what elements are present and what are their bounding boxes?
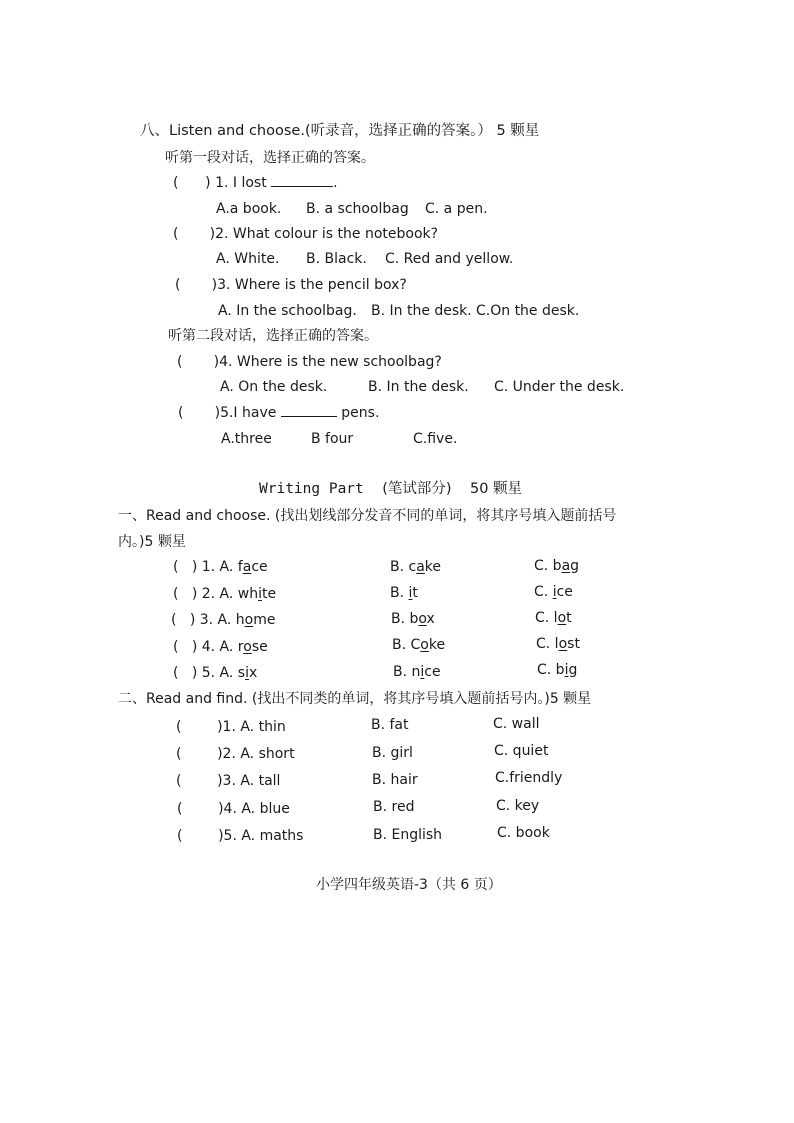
- answer-bracket[interactable]: ( ): [173, 665, 198, 681]
- phonics-item-1-option-b: B. cake: [390, 559, 442, 575]
- answer-bracket[interactable]: (: [177, 801, 219, 817]
- odd-one-out-item-2-option-c: C. quiet: [494, 743, 549, 759]
- question-5-option-b: B four: [311, 431, 354, 447]
- listening-question-5: ( )5.I have pens.: [178, 405, 380, 421]
- question-1-option-c: C. a pen.: [425, 201, 488, 217]
- answer-bracket[interactable]: ( ): [171, 612, 196, 628]
- listening-question-3: [175, 276, 407, 294]
- odd-one-out-item-5: ( )5. A. maths: [177, 828, 304, 844]
- question-2-option-b: B. Black.: [306, 251, 367, 267]
- answer-bracket[interactable]: ( ): [173, 639, 198, 655]
- question-4-option-c: C. Under the desk.: [494, 379, 625, 395]
- phonics-item-3-option-b: B. box: [391, 611, 435, 627]
- phonics-item-4-option-c: C. lost: [536, 636, 580, 652]
- question-text: 1. I lost: [215, 175, 267, 191]
- answer-bracket[interactable]: ( ): [177, 354, 220, 370]
- odd-one-out-item-2-option-b: B. girl: [372, 745, 413, 761]
- odd-one-out-item-3-option-c: C.friendly: [495, 770, 563, 786]
- part-1-instruction: 听第一段对话，选择正确的答案。: [165, 150, 375, 166]
- odd-one-out-item-1: ( )1. A. thin: [176, 719, 286, 735]
- phonics-item-4-option-b: B. Coke: [392, 637, 446, 653]
- section-1-title: 一、Read and choose. (找出划线部分发音不同的单词，将其序号填入题前括号: [118, 508, 617, 524]
- odd-one-out-item-1-option-b: B. fat: [371, 717, 409, 733]
- answer-bracket[interactable]: ( ): [178, 405, 221, 421]
- question-5-option-c: C.five.: [413, 431, 458, 447]
- phonics-item-3: ( ) 3. A. home: [171, 612, 276, 628]
- answer-bracket[interactable]: ( ): [173, 175, 211, 191]
- section-8-title: 八、Listen and choose.(听录音，选择正确的答案。） 5 颗星: [140, 123, 540, 139]
- phonics-item-4: ( ) 4. A. rose: [173, 639, 268, 655]
- answer-bracket[interactable]: ( ): [173, 559, 198, 575]
- question-text: 5.I have: [220, 405, 277, 421]
- phonics-item-2: ( ) 2. A. white: [173, 586, 277, 602]
- question-4-option-a: A. On the desk.: [220, 379, 328, 395]
- question-2-option-c: C. Red and yellow.: [385, 251, 514, 267]
- question-1-option-b: B. a schoolbag: [306, 201, 409, 217]
- phonics-item-5-option-c: C. big: [537, 662, 578, 678]
- writing-part-heading: Writing Part (笔试部分) 50 颗星: [259, 481, 523, 497]
- odd-one-out-item-1-option-c: C. wall: [493, 716, 540, 732]
- question-text: 4. Where is the new schoolbag?: [219, 354, 442, 370]
- question-3-option-b: B. In the desk.: [371, 303, 472, 319]
- question-2-option-a: A. White.: [216, 251, 280, 267]
- answer-bracket[interactable]: (: [176, 719, 218, 735]
- answer-bracket[interactable]: (: [176, 773, 218, 789]
- question-4-option-b: B. In the desk.: [368, 379, 469, 395]
- odd-one-out-item-3-option-b: B. hair: [372, 772, 418, 788]
- phonics-item-1: ( ) 1. A. face: [173, 559, 268, 575]
- question-5-option-a: A.three: [221, 431, 272, 447]
- phonics-item-5-option-b: B. nice: [393, 664, 441, 680]
- section-1-title-cont: 内。)5 颗星: [118, 534, 186, 550]
- odd-one-out-item-4-option-c: C. key: [496, 798, 540, 814]
- phonics-item-5: ( ) 5. A. six: [173, 665, 258, 681]
- fill-blank[interactable]: [271, 174, 333, 187]
- phonics-item-2-option-b: B. it: [390, 585, 418, 601]
- phonics-item-2-option-c: C. ice: [534, 584, 573, 600]
- listening-question-1: ( ) 1. I lost .: [173, 175, 338, 191]
- odd-one-out-item-3: ( )3. A. tall: [176, 773, 281, 789]
- odd-one-out-item-2: ( )2. A. short: [176, 746, 295, 762]
- odd-one-out-item-4-option-b: B. red: [373, 799, 415, 815]
- odd-one-out-item-4: ( )4. A. blue: [177, 801, 290, 817]
- odd-one-out-item-5-option-b: B. English: [373, 827, 443, 843]
- question-text: 2. What colour is the notebook?: [215, 226, 439, 242]
- question-3-option-c: C.On the desk.: [476, 303, 580, 319]
- answer-bracket[interactable]: ( ): [173, 226, 216, 242]
- answer-bracket[interactable]: ( ): [175, 277, 218, 293]
- page-footer: 小学四年级英语-3（共 6 页）: [316, 877, 502, 893]
- phonics-item-1-option-c: C. bag: [534, 558, 580, 574]
- question-text: 3. Where is the pencil box?: [217, 277, 407, 293]
- answer-bracket[interactable]: (: [177, 828, 219, 844]
- answer-bracket[interactable]: (: [176, 746, 218, 762]
- listening-question-2: [173, 225, 438, 243]
- fill-blank[interactable]: [281, 404, 337, 417]
- part-2-instruction: 听第二段对话，选择正确的答案。: [168, 328, 378, 344]
- phonics-item-3-option-c: C. lot: [535, 610, 572, 626]
- question-3-option-a: A. In the schoolbag.: [218, 303, 357, 319]
- section-2-title: 二、Read and find. (找出不同类的单词，将其序号填入题前括号内。)5 颗星: [118, 691, 592, 707]
- listening-question-4: [177, 353, 442, 371]
- answer-bracket[interactable]: ( ): [173, 586, 198, 602]
- odd-one-out-item-5-option-c: C. book: [497, 825, 550, 841]
- question-1-option-a: A.a book.: [216, 201, 282, 217]
